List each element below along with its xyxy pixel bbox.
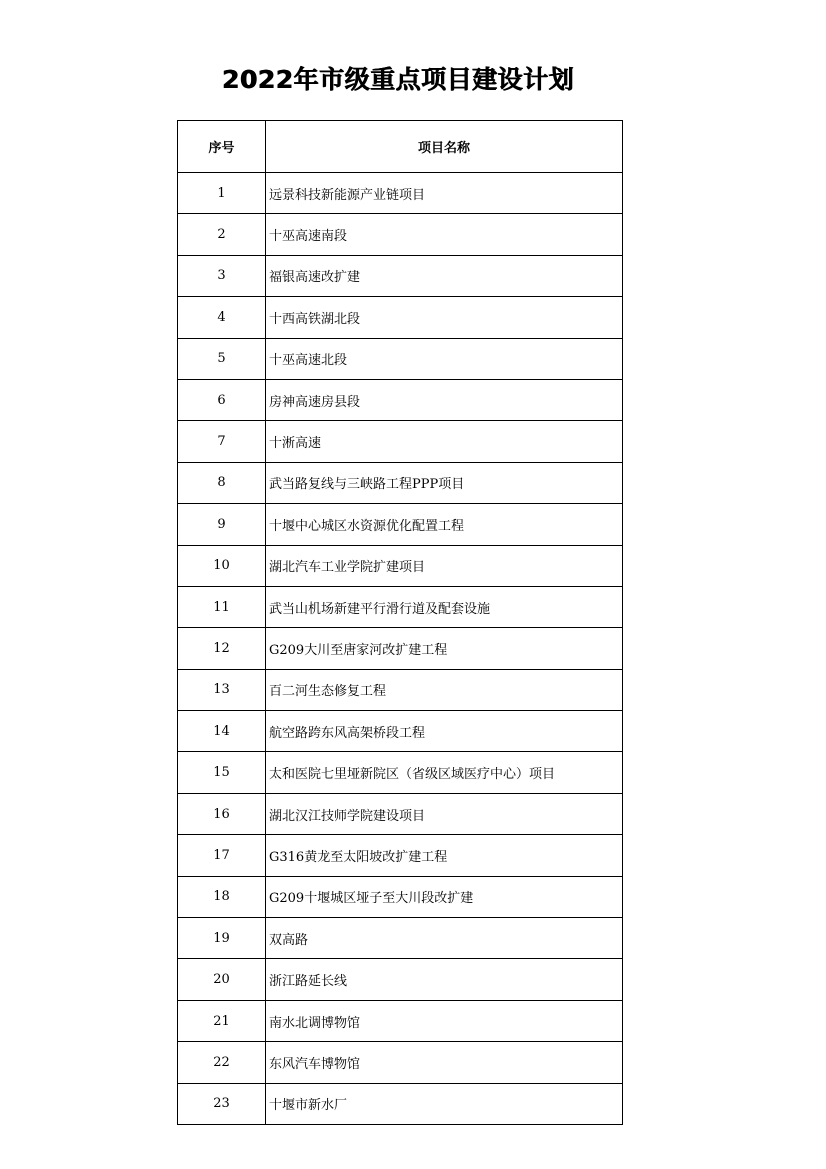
table-row xyxy=(178,669,623,710)
row-serial-number: 7 xyxy=(178,421,266,462)
row-serial-number: 23 xyxy=(178,1083,266,1124)
row-serial-number: 3 xyxy=(178,255,266,296)
row-project-name: 双高路 xyxy=(266,918,623,959)
row-project-name: 十堰市新水厂 xyxy=(266,1083,623,1124)
table-row xyxy=(178,628,623,669)
row-serial-number: 14 xyxy=(178,711,266,752)
table-row xyxy=(178,379,623,420)
row-project-name: 湖北汉江技师学院建设项目 xyxy=(266,793,623,834)
row-project-name: G316黄龙至太阳坡改扩建工程 xyxy=(266,835,623,876)
table-row xyxy=(178,835,623,876)
row-project-name: 太和医院七里垭新院区（省级区域医疗中心）项目 xyxy=(266,752,623,793)
row-project-name: 武当路复线与三峡路工程PPP项目 xyxy=(266,462,623,503)
project-table xyxy=(177,120,623,1125)
row-project-name: 武当山机场新建平行滑行道及配套设施 xyxy=(266,586,623,627)
table-row xyxy=(178,462,623,503)
row-project-name: 十堰中心城区水资源优化配置工程 xyxy=(266,504,623,545)
document-title: 2022年市级重点项目建设计划 xyxy=(221,65,575,94)
table-row xyxy=(178,297,623,338)
table-row xyxy=(178,255,623,296)
table-row xyxy=(178,1083,623,1124)
table-row xyxy=(178,338,623,379)
header-serial-number: 序号 xyxy=(178,121,266,173)
row-serial-number: 21 xyxy=(178,1000,266,1041)
row-serial-number: 15 xyxy=(178,752,266,793)
row-serial-number: 9 xyxy=(178,504,266,545)
row-project-name: 十淅高速 xyxy=(266,421,623,462)
row-serial-number: 5 xyxy=(178,338,266,379)
table-row xyxy=(178,918,623,959)
row-serial-number: 8 xyxy=(178,462,266,503)
table-row xyxy=(178,421,623,462)
row-serial-number: 13 xyxy=(178,669,266,710)
header-row xyxy=(178,121,623,173)
row-project-name: G209大川至唐家河改扩建工程 xyxy=(266,628,623,669)
table-row xyxy=(178,504,623,545)
row-serial-number: 12 xyxy=(178,628,266,669)
row-project-name: 湖北汽车工业学院扩建项目 xyxy=(266,545,623,586)
header-project-name: 项目名称 xyxy=(266,121,623,173)
row-project-name: 东风汽车博物馆 xyxy=(266,1042,623,1083)
row-project-name: 百二河生态修复工程 xyxy=(266,669,623,710)
row-project-name: 房神高速房县段 xyxy=(266,379,623,420)
row-project-name: 南水北调博物馆 xyxy=(266,1000,623,1041)
row-serial-number: 2 xyxy=(178,214,266,255)
table-row xyxy=(178,545,623,586)
row-serial-number: 19 xyxy=(178,918,266,959)
table-header xyxy=(178,121,623,173)
table-row xyxy=(178,214,623,255)
row-project-name: 十西高铁湖北段 xyxy=(266,297,623,338)
table-body xyxy=(178,173,623,1125)
row-serial-number: 1 xyxy=(178,173,266,214)
row-serial-number: 18 xyxy=(178,876,266,917)
row-serial-number: 6 xyxy=(178,379,266,420)
table-row xyxy=(178,959,623,1000)
row-serial-number: 17 xyxy=(178,835,266,876)
row-serial-number: 10 xyxy=(178,545,266,586)
table-row xyxy=(178,1000,623,1041)
row-serial-number: 16 xyxy=(178,793,266,834)
row-serial-number: 4 xyxy=(178,297,266,338)
table-row xyxy=(178,793,623,834)
table-row xyxy=(178,752,623,793)
row-project-name: 福银高速改扩建 xyxy=(266,255,623,296)
row-project-name: 十巫高速南段 xyxy=(266,214,623,255)
row-project-name: G209十堰城区垭子至大川段改扩建 xyxy=(266,876,623,917)
table-row xyxy=(178,1042,623,1083)
row-serial-number: 11 xyxy=(178,586,266,627)
row-serial-number: 22 xyxy=(178,1042,266,1083)
row-project-name: 航空路跨东风高架桥段工程 xyxy=(266,711,623,752)
table-row xyxy=(178,586,623,627)
table-row xyxy=(178,876,623,917)
table-row xyxy=(178,711,623,752)
row-project-name: 远景科技新能源产业链项目 xyxy=(266,173,623,214)
row-serial-number: 20 xyxy=(178,959,266,1000)
table-row xyxy=(178,173,623,214)
row-project-name: 浙江路延长线 xyxy=(266,959,623,1000)
row-project-name: 十巫高速北段 xyxy=(266,338,623,379)
